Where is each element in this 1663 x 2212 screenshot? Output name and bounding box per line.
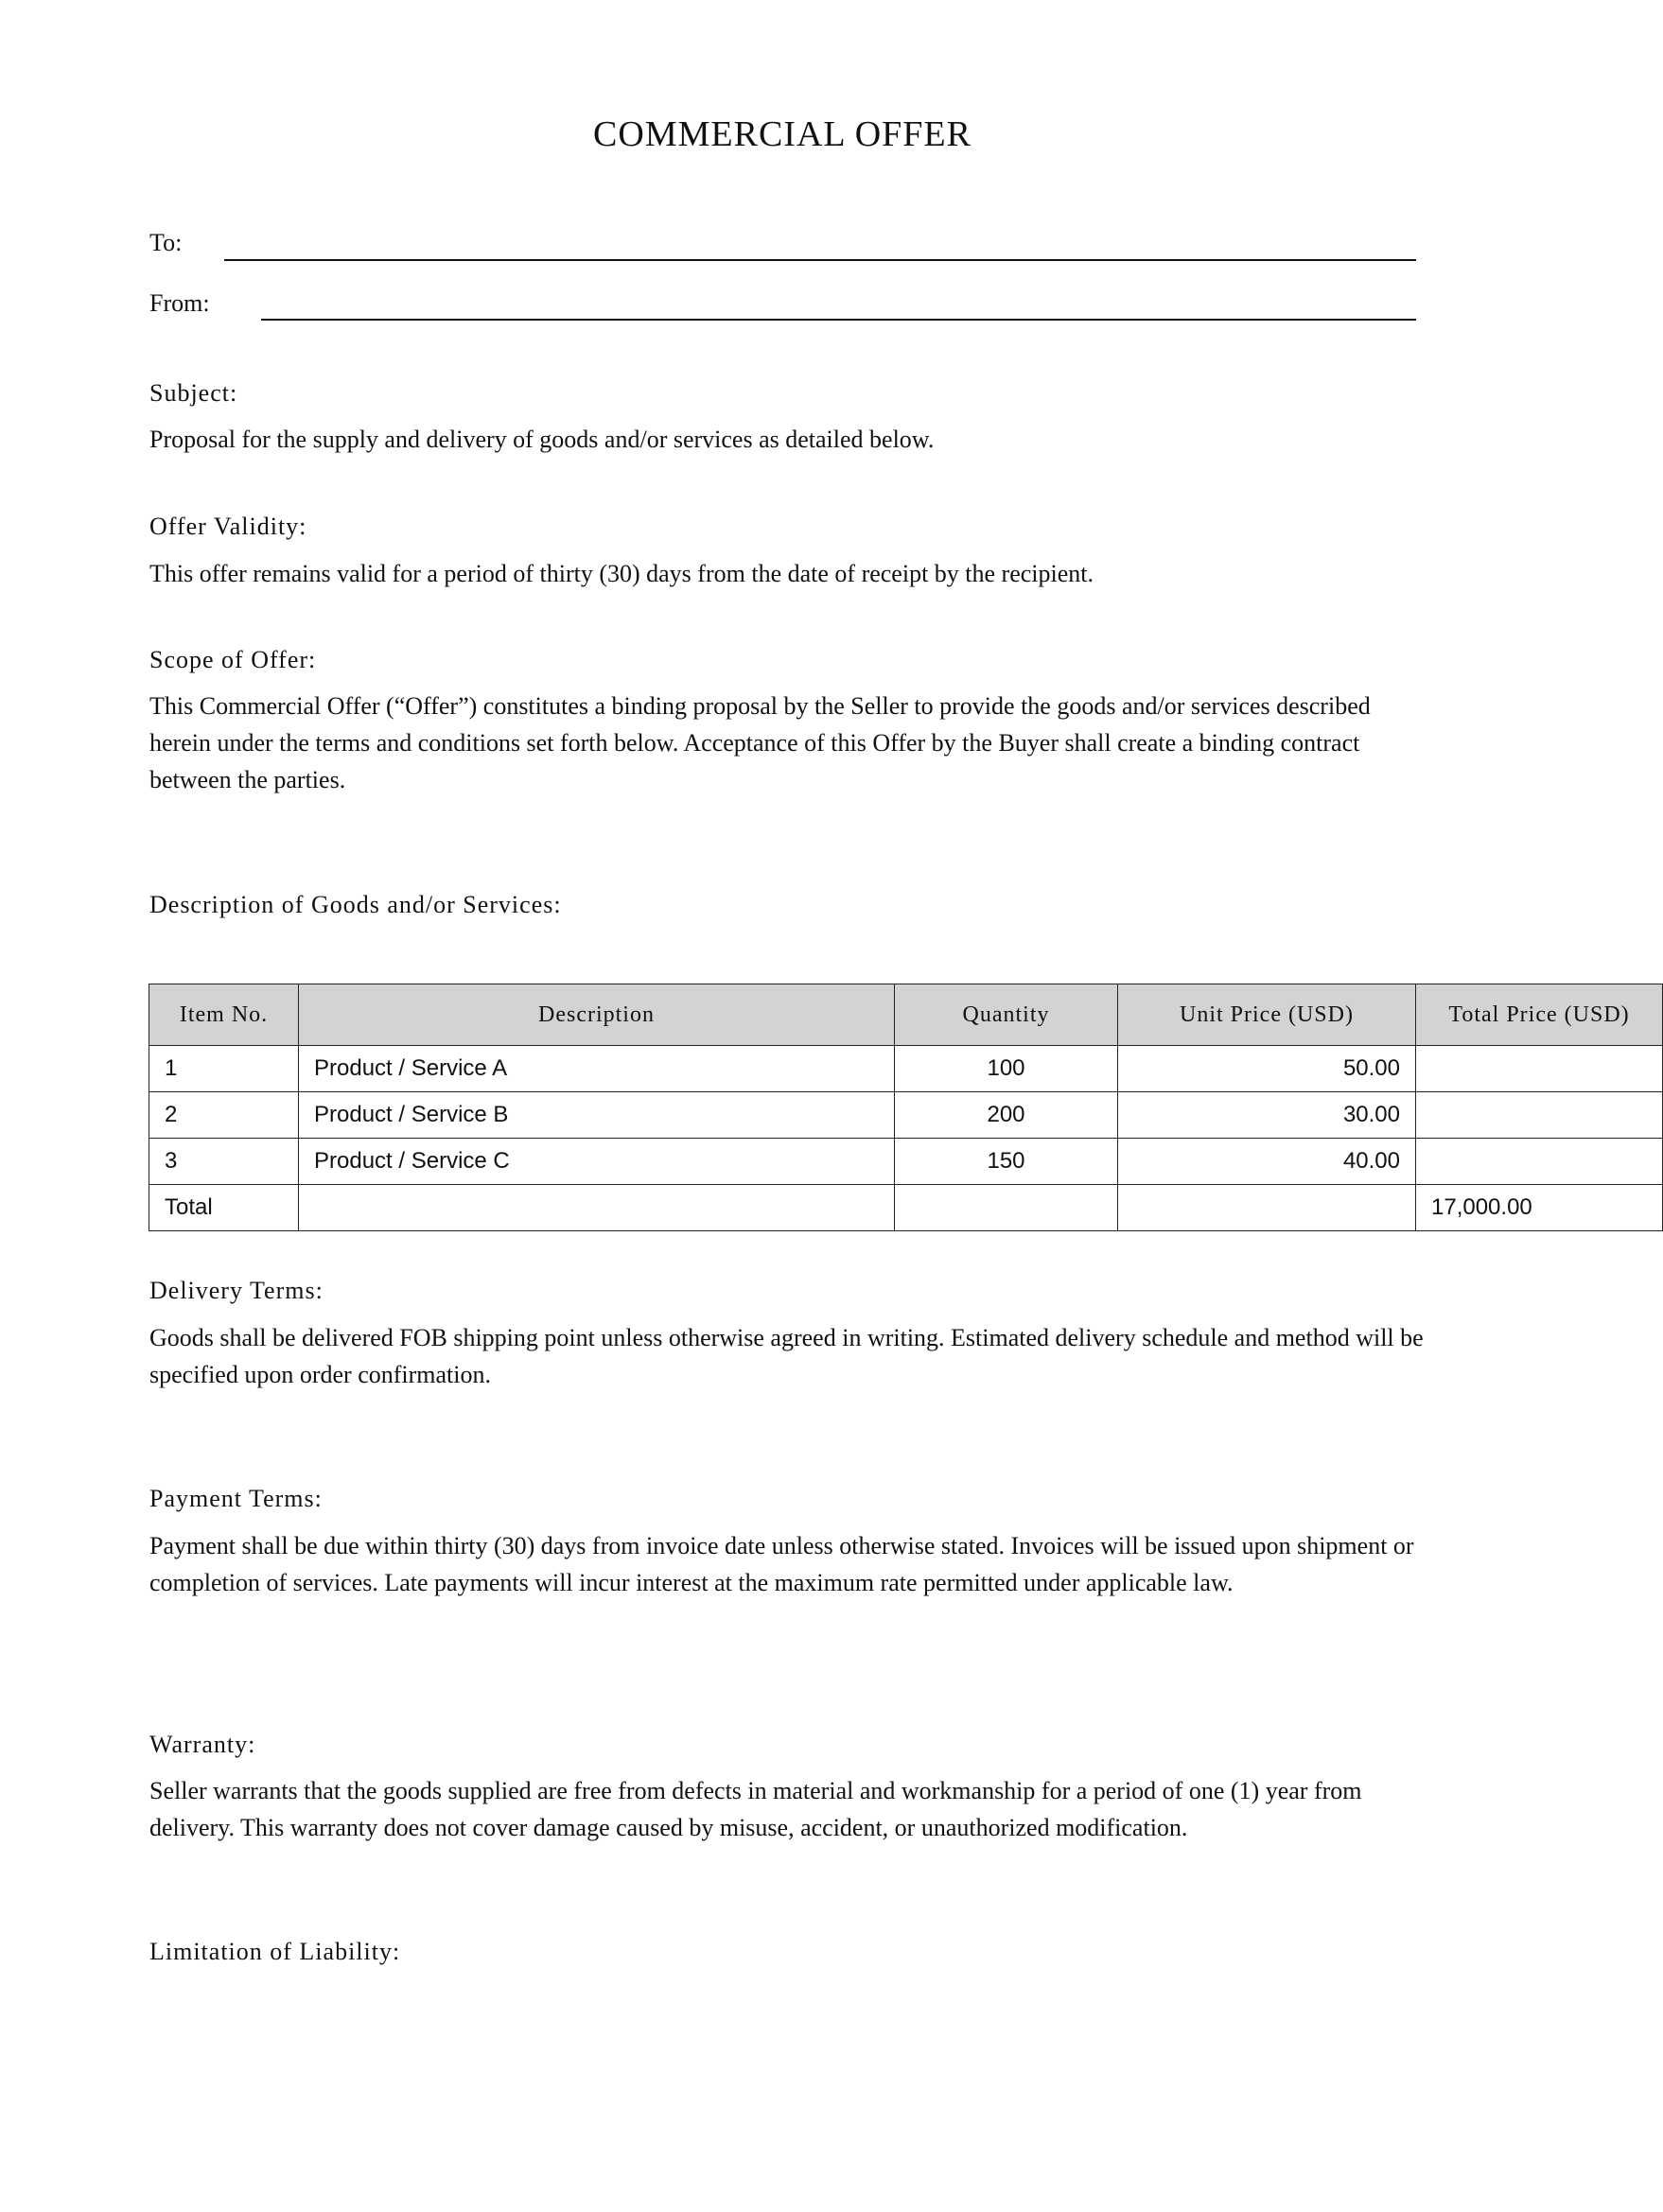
header-total-price: Total Price (USD) <box>1416 984 1663 1046</box>
header-description: Description <box>299 984 895 1046</box>
cell-description <box>299 1185 895 1231</box>
cell-total-price <box>1416 1092 1663 1139</box>
cell-quantity: 200 <box>895 1092 1118 1139</box>
cell-quantity: 150 <box>895 1139 1118 1185</box>
header-unit-price: Unit Price (USD) <box>1118 984 1416 1046</box>
to-label: To: <box>149 229 183 256</box>
cell-total-price <box>1416 1139 1663 1185</box>
delivery-terms-heading: Delivery Terms: <box>149 1277 324 1304</box>
table-row <box>149 1139 1663 1185</box>
cell-item-no: 2 <box>149 1092 299 1139</box>
scope-text: This Commercial Offer (“Offer”) constitutes a binding proposal by the Seller to provide the goods and/or services described herein under the terms and conditions set forth below. Acceptance of this Offer by the Buyer shall create a binding contract between the parties. <box>149 692 1371 793</box>
scope-heading: Scope of Offer: <box>149 646 317 673</box>
goods-heading: Description of Goods and/or Services: <box>149 891 562 918</box>
header-item-no: Item No. <box>149 984 299 1046</box>
payment-terms-text: Payment shall be due within thirty (30) days from invoice date unless otherwise stated. Invoices will be issued upon shipment or completion of services. Late payments will incur interest at the maximum rate permitted under applicable law. <box>149 1532 1414 1596</box>
subject-heading: Subject: <box>149 379 238 407</box>
cell-unit-price: 50.00 <box>1118 1046 1416 1092</box>
warranty-text: Seller warrants that the goods supplied are free from defects in material and workmanship for a period of one (1) year from delivery. This warranty does not cover damage caused by misuse, accident, or unauthorized modification. <box>149 1777 1362 1841</box>
cell-description: Product / Service C <box>299 1139 895 1185</box>
offer-validity-text: This offer remains valid for a period of thirty (30) days from the date of receipt by the recipient. <box>149 560 1094 587</box>
table-total-row <box>149 1185 1663 1231</box>
total-label-cell: Total <box>149 1185 299 1231</box>
cell-quantity <box>895 1185 1118 1231</box>
warranty-heading: Warranty: <box>149 1731 256 1758</box>
table-row <box>149 1092 1663 1139</box>
cell-description: Product / Service A <box>299 1046 895 1092</box>
cell-unit-price <box>1118 1185 1416 1231</box>
payment-terms-heading: Payment Terms: <box>149 1485 323 1512</box>
table-header-row <box>149 984 1663 1046</box>
cell-quantity: 100 <box>895 1046 1118 1092</box>
cell-unit-price: 40.00 <box>1118 1139 1416 1185</box>
delivery-terms-text: Goods shall be delivered FOB shipping point unless otherwise agreed in writing. Estimated delivery schedule and method will be specified upon order confirmation. <box>149 1324 1424 1388</box>
header-quantity: Quantity <box>895 984 1118 1046</box>
cell-item-no: 1 <box>149 1046 299 1092</box>
cell-total-price <box>1416 1046 1663 1092</box>
cell-unit-price: 30.00 <box>1118 1092 1416 1139</box>
total-amount-cell: 17,000.00 <box>1416 1185 1663 1231</box>
from-field-line <box>261 319 1416 321</box>
to-field-line <box>224 259 1416 261</box>
document-title: COMMERCIAL OFFER <box>593 114 972 154</box>
goods-table <box>149 984 1663 1231</box>
subject-text: Proposal for the supply and delivery of goods and/or services as detailed below. <box>149 426 935 453</box>
table-row <box>149 1046 1663 1092</box>
from-label: From: <box>149 289 210 317</box>
cell-item-no: 3 <box>149 1139 299 1185</box>
cell-description: Product / Service B <box>299 1092 895 1139</box>
offer-validity-heading: Offer Validity: <box>149 513 307 540</box>
limitation-of-liability-heading: Limitation of Liability: <box>149 1938 401 1965</box>
